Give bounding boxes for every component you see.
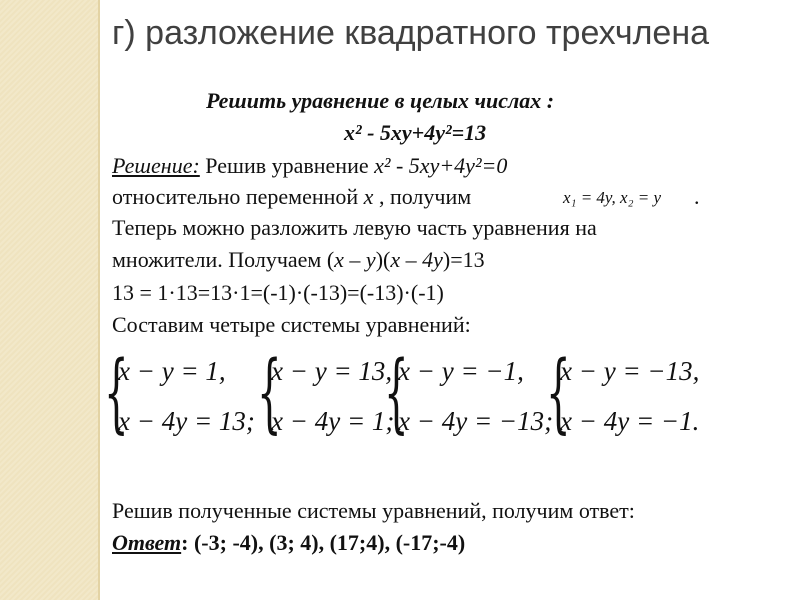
system-3 bbox=[384, 343, 554, 444]
solution-line-6: Составим четыре системы уравнений: bbox=[112, 312, 471, 337]
system-2 bbox=[257, 343, 395, 444]
factor-1: x – y bbox=[334, 247, 376, 272]
solution-text-2b: , получим bbox=[373, 184, 472, 209]
system-4-eq1: x − y = −13, bbox=[560, 356, 700, 386]
solution-equation: x² - 5xy+4y²=0 bbox=[374, 153, 508, 178]
task-line-1: Решить уравнение в целых числах : bbox=[206, 88, 555, 113]
answer-line bbox=[112, 530, 465, 556]
factor-2: x – 4y bbox=[390, 247, 443, 272]
brace: { bbox=[257, 343, 282, 443]
solution-label: Решение: bbox=[112, 153, 200, 178]
slide-title: г) разложение квадратного трехчлена bbox=[112, 14, 710, 52]
system-2-eq2: x − 4y = 1; bbox=[271, 406, 395, 436]
system-4-eq2: x − 4y = −1. bbox=[560, 406, 700, 436]
roots-formula: x₁ = 4y, x₂ = y bbox=[563, 188, 662, 207]
variable-x: x bbox=[363, 184, 374, 209]
brace: { bbox=[546, 343, 571, 443]
system-2-eq1: x − y = 13, bbox=[271, 356, 393, 386]
system-1-eq2: x − 4y = 13; bbox=[118, 406, 255, 436]
system-1 bbox=[104, 343, 255, 444]
system-3-eq2: x − 4y = −13; bbox=[398, 406, 554, 436]
brace: { bbox=[384, 343, 409, 443]
factorizations-of-13: 13 = 1·13=13·1=(-1)·(-13)=(-13)·(-1) bbox=[112, 280, 444, 305]
factor-sep: )( bbox=[375, 247, 391, 272]
task-equation: x² - 5xy+4y²=13 bbox=[344, 120, 487, 145]
solution-text-4a: множители. Получаем ( bbox=[112, 247, 335, 272]
solution-line-3: Теперь можно разложить левую часть уравнения на bbox=[112, 215, 597, 240]
solution-text-4end: )=13 bbox=[442, 247, 485, 272]
system-4 bbox=[546, 343, 706, 444]
system-1-eq1: x − y = 1, bbox=[118, 356, 226, 386]
answer-label: Ответ bbox=[112, 530, 182, 555]
answer-values: : (-3; -4), (3; 4), (17;4), (-17;-4) bbox=[181, 530, 466, 555]
conclusion-text: Решив полученные системы уравнений, получим ответ: bbox=[112, 498, 635, 523]
roots-period: . bbox=[694, 184, 700, 209]
brace: { bbox=[104, 343, 129, 443]
system-3-eq1: x − y = −1, bbox=[398, 356, 524, 386]
solution-text-2a: относительно переменной bbox=[112, 184, 364, 209]
solution-text-1: Решив уравнение bbox=[199, 153, 375, 178]
